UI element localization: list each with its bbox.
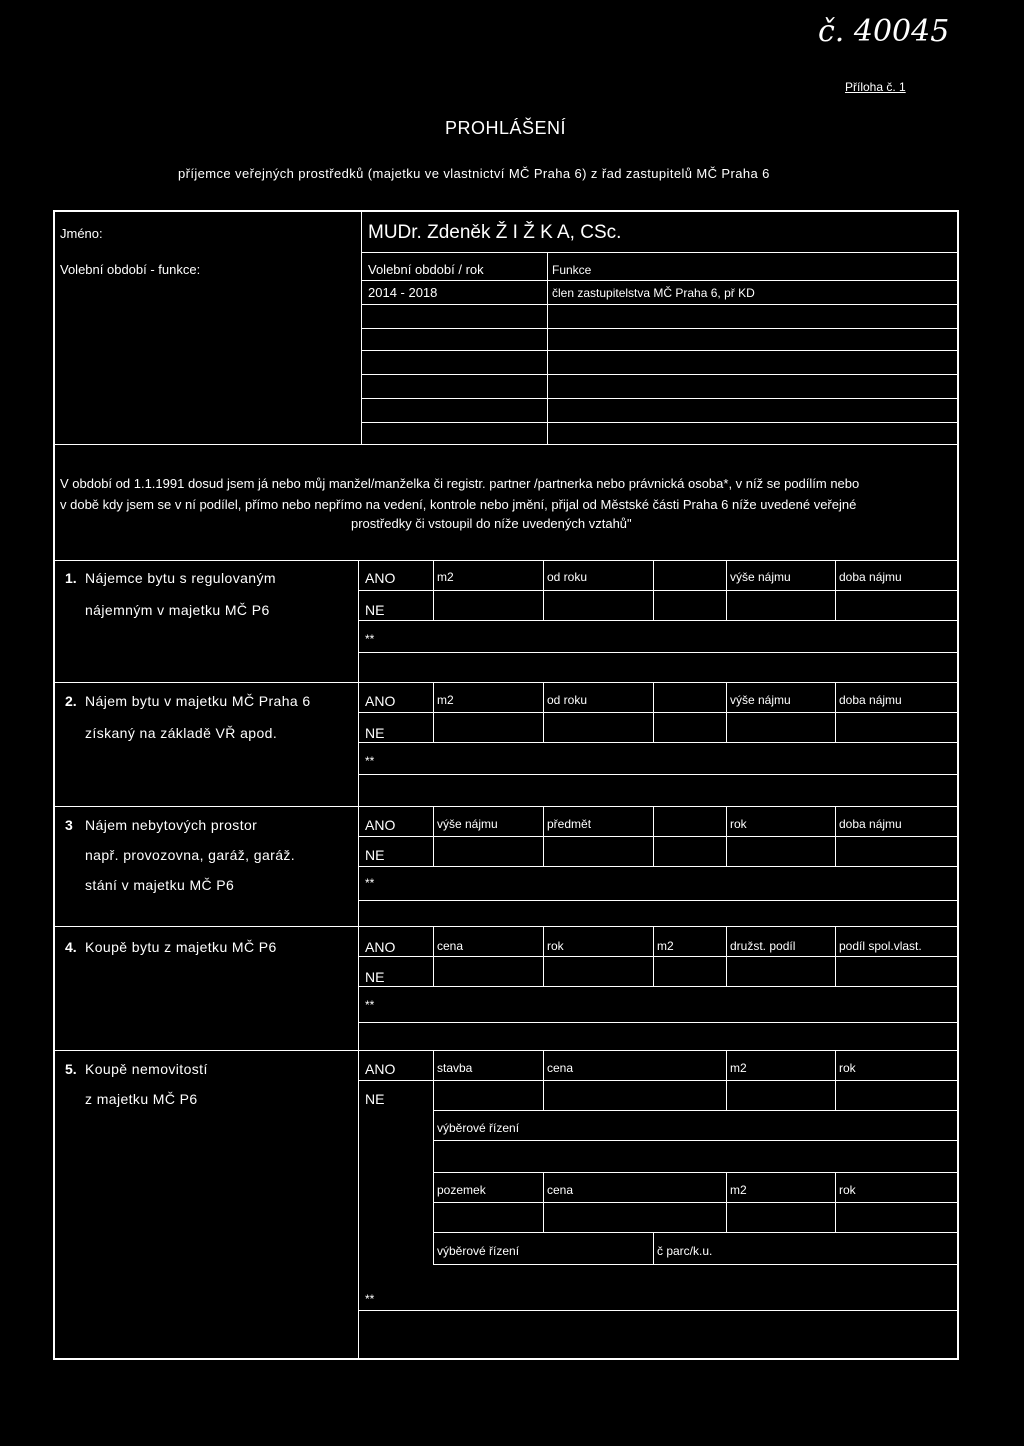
section-3-col-subject: předmět	[547, 817, 592, 831]
section-5-no: NE	[365, 1091, 385, 1107]
section-3-yes: ANO	[365, 817, 396, 833]
section-2-note: **	[365, 754, 375, 768]
section-4-col-area: m2	[657, 939, 674, 953]
section-3-title-2: např. provozovna, garáž, garáž.	[85, 847, 296, 863]
section-4-no: NE	[365, 969, 385, 985]
function-value: člen zastupitelstva MČ Praha 6, př KD	[552, 286, 755, 300]
section-1-col-duration: doba nájmu	[839, 570, 902, 584]
section-5-col-land-year: rok	[839, 1183, 856, 1197]
section-5-col-building-area: m2	[730, 1061, 747, 1075]
section-2-yes: ANO	[365, 693, 396, 709]
section-5-title-2: z majetku MČ P6	[85, 1091, 198, 1107]
section-3-title: Nájem nebytových prostor	[85, 817, 258, 833]
section-1-number: 1.	[65, 570, 77, 586]
section-3-title-3: stání v majetku MČ P6	[85, 877, 235, 893]
section-2-no: NE	[365, 725, 385, 741]
handwritten-reference: č. 40045	[818, 14, 950, 49]
section-4-col-coop-share: družst. podíl	[730, 939, 796, 953]
section-3-note: **	[365, 876, 375, 890]
name-value: MUDr. Zdeněk Ž I Ž K A, CSc.	[368, 222, 622, 243]
section-3-col-year: rok	[730, 817, 747, 831]
declaration-line-1: V období od 1.1.1991 dosud jsem já nebo můj manžel/manželka či registr. partner /partnerka nebo právnická osoba*, v níž se podílím nebo	[60, 476, 860, 491]
section-4-note: **	[365, 998, 375, 1012]
name-label: Jméno:	[60, 226, 103, 241]
section-1-yes: ANO	[365, 570, 396, 586]
section-4-number: 4.	[65, 939, 77, 955]
section-5-yes: ANO	[365, 1061, 396, 1077]
page-subtitle: příjemce veřejných prostředků (majetku ve vlastnictví MČ Praha 6) z řad zastupitelů MČ Praha 6	[178, 166, 770, 181]
declaration-line-2: v době kdy jsem se v ní podílel, přímo nebo nepřímo na vedení, kontrole nebo jmění, přijal od Městské části Praha 6 níže uvedené veřejné	[60, 497, 857, 512]
section-2-title: Nájem bytu v majetku MČ Praha 6	[85, 693, 311, 709]
section-2-col-rent: výše nájmu	[730, 693, 791, 707]
section-3-col-duration: doba nájmu	[839, 817, 902, 831]
section-2-number: 2.	[65, 693, 77, 709]
section-4-col-year: rok	[547, 939, 564, 953]
section-5-tender-land: výběrové řízení	[437, 1244, 520, 1258]
section-3-no: NE	[365, 847, 385, 863]
section-1-title-2: nájemným v majetku MČ P6	[85, 602, 270, 618]
section-5-tender-building: výběrové řízení	[437, 1121, 520, 1135]
section-3-col-rent: výše nájmu	[437, 817, 498, 831]
declaration-form	[53, 210, 959, 1360]
section-5-col-building: stavba	[437, 1061, 473, 1075]
term-label: Volební období - funkce:	[60, 262, 201, 277]
section-2-title-2: získaný na základě VŘ apod.	[85, 725, 278, 741]
section-1-col-area: m2	[437, 570, 454, 584]
section-2-col-duration: doba nájmu	[839, 693, 902, 707]
page-title: PROHLÁŠENÍ	[445, 118, 567, 138]
function-column-header: Funkce	[552, 263, 592, 277]
section-5-parcel: č parc/k.u.	[657, 1244, 713, 1258]
section-3-number: 3	[65, 817, 73, 833]
section-5-col-building-price: cena	[547, 1061, 574, 1075]
section-4-col-price: cena	[437, 939, 464, 953]
section-5-note: **	[365, 1292, 375, 1306]
section-5-title: Koupě nemovitostí	[85, 1061, 208, 1077]
term-value: 2014 - 2018	[368, 285, 438, 300]
section-4-title: Koupě bytu z majetku MČ P6	[85, 939, 277, 955]
section-5-col-land: pozemek	[437, 1183, 486, 1197]
section-1-title: Nájemce bytu s regulovaným	[85, 570, 276, 586]
term-column-header: Volební období / rok	[368, 262, 484, 277]
section-1-col-since: od roku	[547, 570, 588, 584]
section-5-col-building-year: rok	[839, 1061, 856, 1075]
section-5-col-land-price: cena	[547, 1183, 574, 1197]
section-5-col-land-area: m2	[730, 1183, 747, 1197]
annex-label: Příloha č. 1	[845, 80, 906, 94]
declaration-line-3: prostředky či vstoupil do níže uvedených vztahů"	[351, 516, 632, 531]
section-4-yes: ANO	[365, 939, 396, 955]
section-4-col-co-ownership: podíl spol.vlast.	[839, 939, 922, 953]
section-1-col-rent: výše nájmu	[730, 570, 791, 584]
section-2-col-area: m2	[437, 693, 454, 707]
section-1-no: NE	[365, 602, 385, 618]
section-1-note: **	[365, 632, 375, 646]
section-5-number: 5.	[65, 1061, 77, 1077]
section-2-col-since: od roku	[547, 693, 588, 707]
